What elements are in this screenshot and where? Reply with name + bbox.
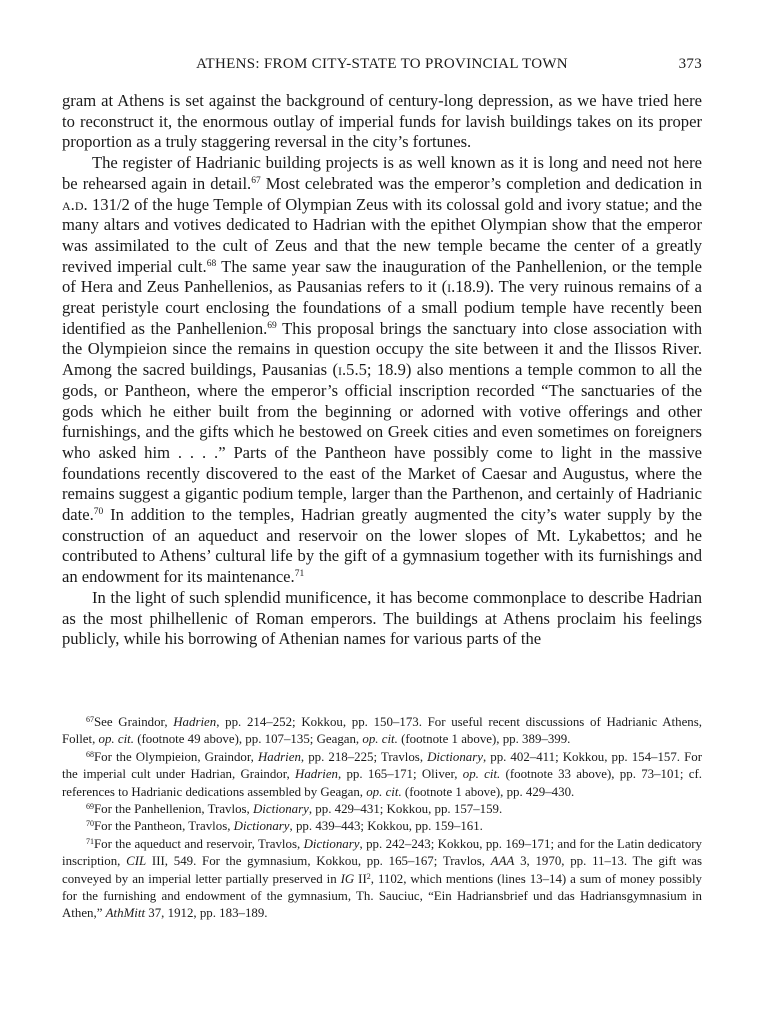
text-run: (footnote 33 above), pp. 73–101; cf. references to Hadrianic dedications assembled by Geagan,	[62, 767, 702, 799]
italic-title: AAA	[490, 854, 515, 869]
text-run: , pp. 214–252; Kokkou, pp. 150–173. For useful recent discussions of Hadrianic Athens, Follet,	[62, 715, 702, 747]
text-run: In addition to the temples, Hadrian greatly augmented the city’s water supply by the construction of an aqueduct and reservoir on the lower slopes of Mt. Lykabettos; and he contributed to Athens’ cultural life by the gift of a gymnasium together with its furnishings and an endowment for its maintenance.	[62, 505, 702, 587]
footnote-71	[62, 836, 702, 923]
text-run: 3, 1970, pp. 11–13. The gift was conveyed by an imperial letter partially preserved in	[62, 854, 703, 886]
book-ref: i	[338, 360, 342, 380]
italic-title: op. cit.	[366, 784, 402, 799]
text-run: .18.9). The very ruinous remains of a great peristyle court enclosing the foundations of a small podium temple have recently been identified as the Panhellenion.	[62, 277, 702, 338]
text-run: , 1102, which mentions (lines 13–14) a sum of money possibly for the furnishing and endowment of the gymnasium, Th. Sauciuc, “Ein Hadriansbrief und das Hadriansgymnasium in Athen,”	[62, 871, 702, 921]
text-run: Most celebrated was the emperor’s completion and dedication in	[260, 173, 702, 193]
italic-title: Hadrien	[257, 749, 301, 764]
text-run: , pp. 218–225; Travlos,	[300, 749, 428, 764]
italic-title: Dictionary	[253, 802, 309, 817]
superscript: 2	[366, 871, 371, 881]
italic-title: Hadrien	[173, 715, 217, 729]
text-run: (footnote 1 above), pp. 389–399.	[397, 732, 571, 747]
text-run: For the Olympieion, Graindor,	[94, 749, 258, 764]
paragraph-philhellenic: In the light of such splendid munificence, it has become commonplace to describe Hadrian as the most philhellenic of Roman emperors. The buildings at Athens proclaim his feelings publicly, while his borrowing of Athenian names for various parts of the	[62, 587, 702, 649]
text-run: , pp. 439–443; Kokkou, pp. 159–161.	[289, 819, 483, 834]
footnote-ref-69[interactable]: 69	[267, 320, 277, 331]
body-text	[62, 91, 702, 650]
text-run: See Graindor,	[94, 715, 174, 729]
text-run: 131/2 of the huge Temple of Olympian Zeus with its colossal gold and ivory statue; and the many altars and votives dedicated to Hadrian with the epithet Olympian show that the emperor was assimilated to the cult of Zeus and that the new temple became the center of a greatly revived imperial cult.	[62, 194, 702, 276]
footnotes	[62, 714, 702, 923]
footnote-ref-67[interactable]: 67	[251, 175, 261, 186]
page-number: 373	[678, 56, 702, 72]
italic-title: op. cit.	[98, 732, 134, 747]
book-ref: i	[447, 277, 452, 297]
footnote-70	[62, 818, 702, 835]
footnote-ref-68[interactable]: 68	[206, 258, 217, 269]
text-run: , pp. 242–243; Kokkou, pp. 169–171; and for the Latin dedicatory inscription,	[62, 836, 702, 869]
footnote-ref-70[interactable]: 70	[93, 507, 104, 518]
running-title: ATHENS: FROM CITY-STATE TO PROVINCIAL TOWN	[196, 56, 568, 72]
italic-title: AthMitt	[105, 906, 146, 921]
text-run: The same year saw the inauguration of the Panhellenion, or the temple of Hera and Zeus Panhellenios, as Pausanias refers to it (	[62, 256, 702, 297]
text-run: , pp. 165–171; Oliver,	[337, 767, 463, 782]
text-run: For the aqueduct and reservoir, Travlos,	[94, 836, 304, 851]
text-run: .5.5; 18.9) also mentions a temple common to all the gods, or Pantheon, where the emperor’s official inscription recorded “The sanctuaries of the gods which he either built from the beginning or adorned with votive offerings and other furnishings, and the gifts which he bestowed on Greek cities and even sometimes on foreigners who asked him . . . .” Parts of the Pantheon have possibly come to light in the massive foundations recently discovered to the east of the Market of Caesar and Augustus, where the remains suggest a gigantic podium temple, larger than the Parthenon, and certainly of Hadrianic date.	[62, 360, 703, 525]
italic-title: IG	[340, 871, 355, 886]
text-run: (footnote 1 above), pp. 429–430.	[401, 784, 575, 799]
footnote-67	[62, 714, 702, 749]
text-run: II	[354, 871, 367, 886]
footnote-68	[62, 749, 702, 801]
footnote-number: 70	[86, 819, 94, 829]
footnote-ref-71[interactable]: 71	[294, 569, 305, 580]
italic-title: Dictionary	[233, 819, 290, 834]
footnote-69	[62, 801, 702, 818]
paragraph-continued: gram at Athens is set against the background of century-long depression, as we have tried here to reconstruct it, the enormous outlay of imperial funds for lavish buildings takes on its proper proportion as a truly staggering reversal in the city’s fortunes.	[62, 91, 702, 152]
text-run: (footnote 49 above), pp. 107–135; Geagan,	[133, 732, 363, 747]
text-run: The register of Hadrianic building projects is as well known as it is long and need not here be rehearsed again in detail.	[62, 153, 702, 193]
text-run: This proposal brings the sanctuary into close association with the Olympieion since the remains in question occupy the site between it and the Ilissos River. Among the sacred buildings, Pausanias (	[62, 318, 702, 380]
italic-title: op. cit.	[462, 767, 501, 782]
era-abbreviation: a.d.	[62, 194, 88, 214]
text-run: For the Panhellenion, Travlos,	[94, 802, 253, 817]
italic-title: Dictionary	[427, 749, 483, 764]
text-run: , pp. 402–411; Kokkou, pp. 154–157. For the imperial cult under Hadrian, Graindor,	[62, 749, 703, 782]
text-run: 37, 1912, pp. 183–189.	[145, 906, 268, 921]
footnote-number: 71	[86, 836, 94, 846]
running-head	[62, 56, 702, 78]
footnote-number: 68	[86, 749, 94, 759]
footnote-number: 69	[86, 802, 94, 812]
paragraph-hadrianic-buildings	[62, 153, 702, 588]
italic-title: Dictionary	[303, 836, 360, 851]
text-run: , pp. 429–431; Kokkou, pp. 157–159.	[308, 802, 503, 817]
italic-title: Hadrien	[295, 767, 338, 782]
text-run: III, 549. For the gymnasium, Kokkou, pp. 165–167; Travlos,	[146, 854, 491, 869]
italic-title: op. cit.	[362, 732, 398, 747]
text-run: For the Pantheon, Travlos,	[94, 819, 234, 834]
italic-title: CIL	[126, 854, 147, 869]
footnote-number: 67	[86, 715, 94, 724]
